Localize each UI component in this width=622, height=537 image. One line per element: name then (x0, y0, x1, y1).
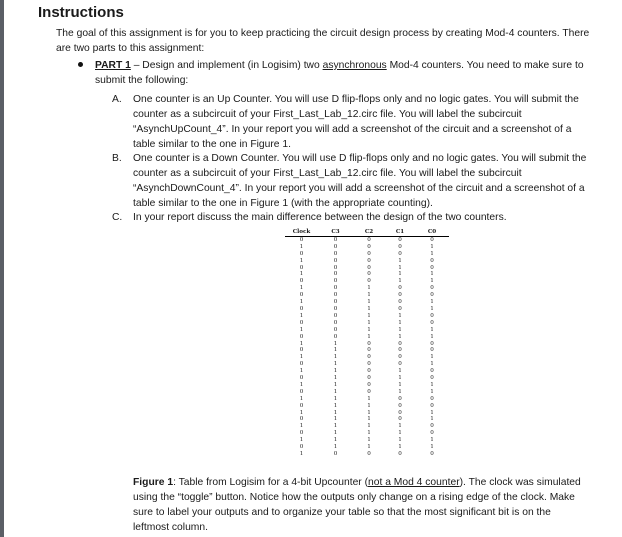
table-cell: 0 (430, 319, 434, 326)
table-cell: 0 (367, 381, 371, 388)
table-cell: 0 (333, 312, 338, 319)
header-c1: C1 (385, 229, 415, 236)
table-cell: 0 (430, 423, 434, 430)
table-cell: 1 (333, 388, 338, 395)
table-cell: 1 (299, 437, 304, 444)
asynchronous-link[interactable]: asynchronous (322, 60, 387, 71)
table-cell: 1 (333, 347, 338, 354)
table-cell: 0 (299, 388, 304, 395)
table-cell: 1 (398, 388, 402, 395)
table-cell: 0 (430, 402, 434, 409)
table-cell: 1 (299, 354, 304, 361)
figure-text-b: ). The clock was simulated using the “toggle” button. Notice how the outputs only change on a rising edge of the clock. Make sure to label your outputs and to organize your table so that the most significant bit is on the leftmost column. (133, 477, 581, 533)
table-cell: 0 (333, 292, 338, 299)
page-title: Instructions (38, 4, 124, 21)
table-row (285, 430, 449, 437)
table-cell: 0 (367, 354, 371, 361)
table-cell: 0 (367, 236, 371, 243)
table-cell: 1 (398, 264, 402, 271)
left-border-bar (0, 0, 4, 537)
table-cell: 1 (430, 409, 434, 416)
table-cell: 1 (299, 299, 304, 306)
table-cell: 0 (333, 250, 338, 257)
table-cell: 1 (333, 395, 338, 402)
table-cell: 1 (398, 278, 402, 285)
table-cell: 0 (333, 285, 338, 292)
table-cell: 1 (299, 312, 304, 319)
table-cell: 1 (367, 430, 371, 437)
figure-caption (133, 475, 588, 535)
table-row (285, 313, 449, 320)
table-cell: 0 (430, 257, 434, 264)
table-row (285, 444, 449, 451)
table-cell: 1 (333, 340, 338, 347)
table-row (285, 382, 449, 389)
item-a-text: One counter is an Up Counter. You will use D flip-flops only and no logic gates. You will submit the counter as a subcircuit of your First_Last_Lab_12.circ file. You will label the subcircuit “AsynchUpCount_4”. In your report you will add a screenshot of the circuit and a screenshot of a table similar to the one in Figure 1. (133, 94, 579, 150)
table-cell: 0 (398, 292, 402, 299)
table-cell: 0 (333, 333, 338, 340)
item-c-text: In your report discuss the main difference between the design of the two counters. (133, 212, 507, 223)
table-cell: 0 (367, 278, 371, 285)
table-cell: 0 (299, 375, 304, 382)
table-cell: 0 (430, 292, 434, 299)
table-cell: 0 (333, 278, 338, 285)
table-cell: 1 (333, 368, 338, 375)
table-row (285, 271, 449, 278)
table-cell: 1 (299, 257, 304, 264)
table-cell: 1 (367, 437, 371, 444)
table-cell: 1 (333, 444, 338, 451)
table-cell: 1 (333, 409, 338, 416)
table-row (285, 320, 449, 327)
table-cell: 0 (367, 340, 371, 347)
table-cell: 0 (430, 395, 434, 402)
table-row (285, 396, 449, 403)
part1-text-a: – Design and implement (in Logisim) two (130, 60, 323, 71)
table-cell: 1 (398, 430, 402, 437)
table-cell: 0 (333, 243, 338, 250)
table-row (285, 361, 449, 368)
item-b-text: One counter is a Down Counter. You will use D flip-flops only and no logic gates. You will submit the counter as a subcircuit of your First_Last_Lab_12.circ file. You will label the subcircuit “AsynchDownCount_4”. In your report you will add a screenshot of the circuit and a screenshot of a table similar to the one in Figure 1 (with the appropriate counting). (133, 153, 587, 209)
table-cell: 0 (299, 236, 304, 243)
table-cell: 0 (398, 416, 402, 423)
table-cell: 0 (367, 347, 371, 354)
table-cell: 1 (430, 299, 434, 306)
table-row (285, 416, 449, 423)
table-cell: 0 (299, 416, 304, 423)
figure-text-a: : Table from Logisim for a 4-bit Upcounter ( (173, 477, 369, 488)
table-cell: 1 (430, 388, 434, 395)
table-cell: 0 (367, 271, 371, 278)
part1-label: PART 1 (95, 60, 131, 71)
table-cell: 0 (398, 354, 402, 361)
intro-paragraph: The goal of this assignment is for you to keep practicing the circuit design process by creating Mod-4 counters. There are two parts to this assignment: (56, 28, 590, 54)
table-cell: 1 (430, 354, 434, 361)
table-cell: 1 (367, 319, 371, 326)
table-cell: 1 (299, 381, 304, 388)
table-cell: 1 (299, 423, 304, 430)
table-row (285, 244, 449, 251)
table-cell: 0 (398, 243, 402, 250)
table-row (285, 403, 449, 410)
table-cell: 1 (333, 375, 338, 382)
table-cell: 0 (398, 285, 402, 292)
header-c3: C3 (318, 229, 353, 236)
table-cell: 0 (299, 347, 304, 354)
table-cell: 1 (299, 271, 304, 278)
table-row (285, 368, 449, 375)
table-cell: 0 (367, 264, 371, 271)
table-row (285, 347, 449, 354)
table-cell: 1 (398, 381, 402, 388)
table-cell: 1 (299, 409, 304, 416)
table-cell: 0 (299, 264, 304, 271)
table-cell: 0 (333, 305, 338, 312)
table-cell: 1 (430, 250, 434, 257)
table-cell: 0 (430, 285, 434, 292)
table-cell: 1 (299, 368, 304, 375)
table-cell: 1 (333, 437, 338, 444)
table-cell: 1 (430, 305, 434, 312)
header-c0: C0 (415, 229, 449, 236)
table-cell: 1 (367, 409, 371, 416)
table-cell: 1 (430, 444, 434, 451)
table-cell: 0 (299, 444, 304, 451)
table-cell: 1 (367, 444, 371, 451)
table-header-row (285, 229, 449, 236)
counter-truth-table (285, 229, 449, 458)
table-cell: 0 (398, 402, 402, 409)
table-cell: 0 (299, 361, 304, 368)
table-cell: 0 (299, 333, 304, 340)
table-cell: 1 (367, 312, 371, 319)
table-cell: 1 (367, 305, 371, 312)
table-cell: 0 (333, 236, 338, 243)
table-cell: 1 (430, 278, 434, 285)
table-cell: 0 (367, 361, 371, 368)
table-row (285, 285, 449, 292)
table-cell: 0 (430, 451, 434, 457)
table-cell: 0 (430, 368, 434, 375)
table-cell: 1 (367, 423, 371, 430)
table-cell: 1 (398, 312, 402, 319)
table-cell: 1 (398, 271, 402, 278)
table-cell: 1 (430, 416, 434, 423)
table-cell: 0 (299, 305, 304, 312)
table-cell: 1 (398, 437, 402, 444)
table-cell: 1 (430, 361, 434, 368)
table-cell: 1 (430, 381, 434, 388)
table-cell: 0 (299, 250, 304, 257)
table-cell: 0 (367, 388, 371, 395)
table-cell: 1 (333, 402, 338, 409)
table-row (285, 375, 449, 382)
header-clock: Clock (285, 229, 318, 236)
table-row (285, 451, 449, 458)
table-cell: 0 (299, 430, 304, 437)
table-cell: 0 (398, 361, 402, 368)
not-mod4-link[interactable]: not a Mod 4 counter (368, 477, 460, 488)
table-cell: 0 (367, 250, 371, 257)
table-cell: 1 (333, 381, 338, 388)
table-cell: 0 (398, 347, 402, 354)
table-cell: 1 (299, 243, 304, 250)
table-cell: 1 (299, 326, 304, 333)
table-cell: 1 (333, 416, 338, 423)
table-cell: 1 (398, 326, 402, 333)
table-cell: 1 (367, 326, 371, 333)
table-cell: 1 (430, 326, 434, 333)
table-row (285, 327, 449, 334)
table-row (285, 341, 449, 348)
table-cell: 1 (367, 395, 371, 402)
table-cell: 1 (398, 444, 402, 451)
table-cell: 0 (430, 264, 434, 271)
table-cell: 0 (367, 368, 371, 375)
table-cell: 0 (430, 236, 434, 243)
item-c-marker: C. (112, 212, 123, 223)
table-row (285, 306, 449, 313)
table-cell: 0 (430, 347, 434, 354)
table-cell: 1 (367, 292, 371, 299)
table-cell: 0 (367, 451, 371, 457)
table-row (285, 236, 449, 243)
table-row (285, 258, 449, 265)
bullet-icon (78, 62, 83, 67)
table-row (285, 278, 449, 285)
table-cell: 1 (333, 430, 338, 437)
table-cell: 1 (398, 375, 402, 382)
table-cell: 1 (430, 243, 434, 250)
table-cell: 1 (367, 299, 371, 306)
table-cell: 1 (299, 340, 304, 347)
table-cell: 0 (398, 340, 402, 347)
table-cell: 0 (367, 257, 371, 264)
table-cell: 0 (333, 319, 338, 326)
item-a-marker: A. (112, 94, 122, 105)
table-row (285, 299, 449, 306)
table-cell: 0 (333, 271, 338, 278)
table-row (285, 292, 449, 299)
table-cell: 0 (398, 250, 402, 257)
part1-paragraph (95, 58, 595, 88)
table-row (285, 423, 449, 430)
table-cell: 0 (299, 319, 304, 326)
table-cell: 0 (367, 375, 371, 382)
table-cell: 1 (333, 423, 338, 430)
table-cell: 0 (333, 264, 338, 271)
item-b-marker: B. (112, 153, 122, 164)
table-cell: 1 (398, 319, 402, 326)
table-cell: 0 (299, 278, 304, 285)
table-cell: 0 (430, 340, 434, 347)
table-cell: 1 (430, 333, 434, 340)
table-row (285, 410, 449, 417)
table-cell: 1 (367, 402, 371, 409)
table-cell: 1 (299, 451, 304, 457)
table-cell: 0 (398, 451, 402, 457)
table-cell: 0 (333, 451, 338, 457)
table-cell: 1 (299, 285, 304, 292)
table-row (285, 265, 449, 272)
table-cell: 0 (398, 409, 402, 416)
table-row (285, 437, 449, 444)
table-cell: 1 (367, 285, 371, 292)
table-cell: 1 (398, 423, 402, 430)
table-cell: 0 (367, 243, 371, 250)
table-cell: 0 (398, 299, 402, 306)
table-cell: 0 (398, 236, 402, 243)
table-row (285, 389, 449, 396)
table-cell: 1 (398, 257, 402, 264)
table-cell: 1 (299, 395, 304, 402)
table-cell: 0 (299, 402, 304, 409)
table-cell: 0 (430, 375, 434, 382)
table-row (285, 354, 449, 361)
table-cell: 0 (430, 312, 434, 319)
table-cell: 0 (333, 299, 338, 306)
table-row (285, 251, 449, 258)
table-cell: 0 (299, 292, 304, 299)
table-cell: 1 (367, 333, 371, 340)
table-cell: 0 (333, 257, 338, 264)
table-cell: 0 (333, 326, 338, 333)
figure-label: Figure 1 (133, 477, 174, 488)
header-c2: C2 (353, 229, 385, 236)
part1-text-b: Mod-4 counters. You need to make sure to submit the following: (95, 60, 584, 86)
table-cell: 1 (430, 437, 434, 444)
table-cell: 1 (367, 416, 371, 423)
table-cell: 1 (333, 354, 338, 361)
table-cell: 1 (430, 271, 434, 278)
table-cell: 0 (398, 305, 402, 312)
table-cell: 1 (398, 368, 402, 375)
table-row (285, 334, 449, 341)
table-cell: 0 (430, 430, 434, 437)
table-cell: 1 (398, 333, 402, 340)
table-cell: 0 (398, 395, 402, 402)
table-cell: 1 (333, 361, 338, 368)
